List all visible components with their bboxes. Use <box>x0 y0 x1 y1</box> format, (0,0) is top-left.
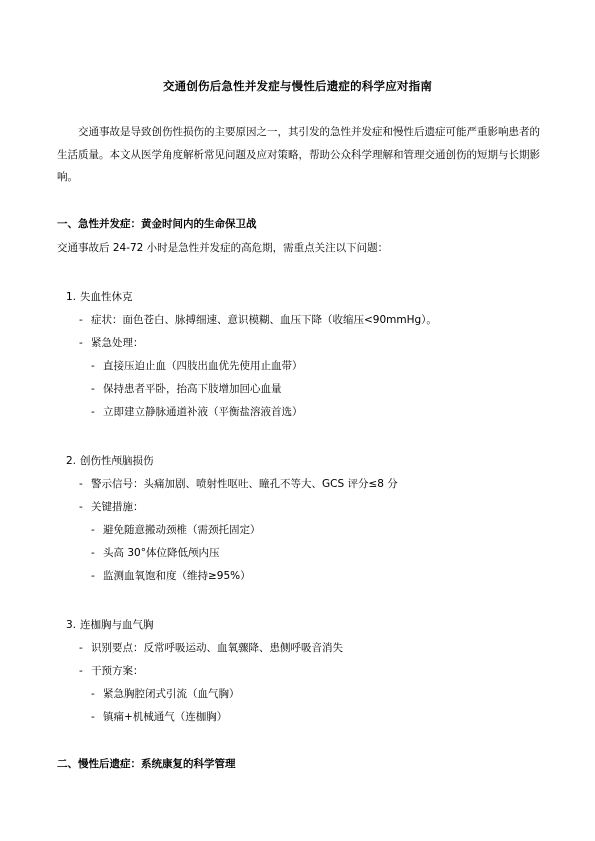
list-item-label: 创伤性颅脑损伤 <box>80 455 154 467</box>
section-lead: 交通事故后 24-72 小时是急性并发症的高危期，需重点关注以下问题： <box>57 242 389 254</box>
sub-sub-item: - 直接压迫止血（四肢出血优先使用止血带） <box>91 360 303 372</box>
list-item-brain-injury <box>66 453 154 468</box>
list-item-label: 失血性休克 <box>80 291 133 303</box>
list-item-shock <box>66 289 133 304</box>
sub-sub-item: - 镇痛+机械通气（连枷胸） <box>91 711 228 723</box>
sub-item: - 关键措施： <box>79 501 144 513</box>
sub-sub-item: - 紧急胸腔闭式引流（血气胸） <box>91 688 240 700</box>
section-heading-chronic: 二、慢性后遗症：系统康复的科学管理 <box>57 758 236 770</box>
sub-sub-item: - 头高 30°体位降低颅内压 <box>91 547 220 559</box>
sub-item: - 症状：面色苍白、脉搏细速、意识模糊、血压下降（收缩压<90mmHg）。 <box>79 314 437 326</box>
sub-sub-item: - 保持患者平卧，抬高下肢增加回心血量 <box>91 383 282 395</box>
sub-sub-item: - 避免随意搬动颈椎（需颈托固定） <box>91 524 261 536</box>
sub-item: - 紧急处理： <box>79 337 144 349</box>
list-number: 3. <box>66 619 77 631</box>
section-heading-acute: 一、急性并发症：黄金时间内的生命保卫战 <box>57 218 257 230</box>
list-item-flail-chest <box>66 617 154 632</box>
sub-item: - 警示信号：头痛加剧、喷射性呕吐、瞳孔不等大、GCS 评分≤8 分 <box>79 478 398 490</box>
list-number: 1. <box>66 291 77 303</box>
list-number: 2. <box>66 455 77 467</box>
sub-sub-item: - 立即建立静脉通道补液（平衡盐溶液首选） <box>91 406 303 418</box>
sub-sub-item: - 监测血氧饱和度（维持≥95%） <box>91 570 251 582</box>
sub-item: - 干预方案： <box>79 665 144 677</box>
list-item-label: 连枷胸与血气胸 <box>80 619 154 631</box>
intro-paragraph: 交通事故是导致创伤性损伤的主要原因之一，其引发的急性并发症和慢性后遗症可能严重影响患者的生活质量。本文从医学角度解析常见问题及应对策略，帮助公众科学理解和管理交通创伤的短期与长期影响。 <box>57 126 540 183</box>
page-title: 交通创伤后急性并发症与慢性后遗症的科学应对指南 <box>162 79 433 93</box>
sub-item: - 识别要点：反常呼吸运动、血氧骤降、患侧呼吸音消失 <box>79 642 343 654</box>
